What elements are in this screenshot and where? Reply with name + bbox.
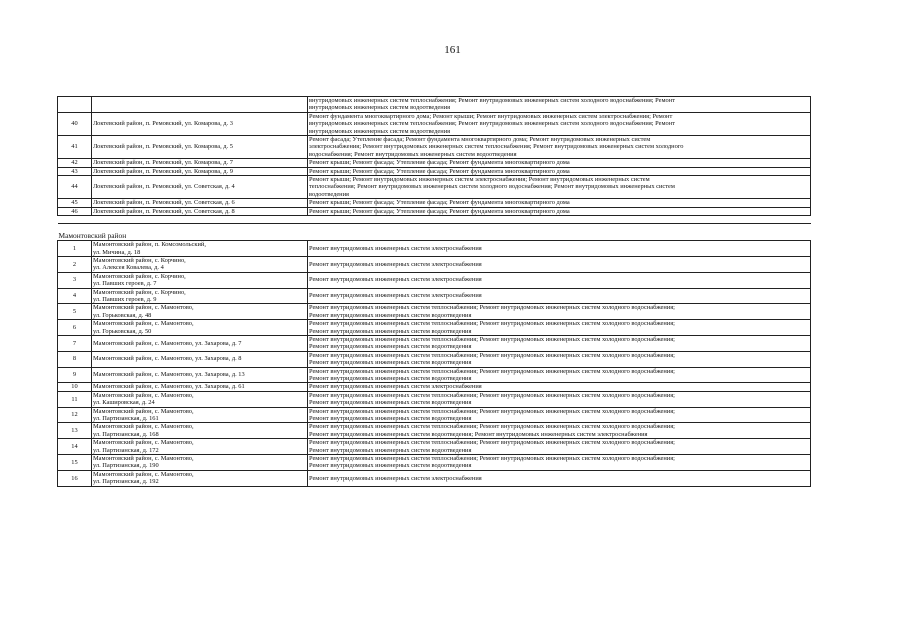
row-number: 2 (58, 256, 92, 272)
repair-works-cell (308, 407, 811, 423)
row-number: 8 (58, 351, 92, 367)
row-number: 12 (58, 407, 92, 423)
row-number: 14 (58, 439, 92, 455)
text-line: Мамонтовский район, с. Корчино, (93, 272, 186, 280)
row-number: 11 (58, 391, 92, 407)
text-line: Мамонтовский район, с. Мамонтово, (93, 407, 194, 415)
repair-works-cell (308, 367, 811, 383)
address-cell (92, 320, 308, 336)
text-line: ул. Партизанская, д. 161 (93, 415, 159, 423)
table-row (58, 272, 811, 288)
text-line: Мамонтовский район, с. Мамонтово, (93, 455, 194, 463)
row-number: 1 (58, 241, 92, 257)
row-number: 46 (58, 207, 92, 215)
table-row (58, 241, 811, 257)
text-line: ул. Мичина, д. 18 (93, 248, 141, 256)
text-line: ул. Горьковская, д. 50 (93, 327, 152, 335)
table-body-lokteva (58, 97, 811, 216)
repair-works-cell (308, 320, 811, 336)
text-line: теплоснабжения; Ремонт внутридомовых инженерных систем холодного водоснабжения; Ремонт внутридомовых инженерных систем (309, 183, 675, 191)
table-row (58, 207, 811, 215)
text-line: Мамонтовский район, с. Мамонтово, (93, 304, 194, 312)
row-number: 40 (58, 112, 92, 135)
address-cell: Локтевский район, п. Ремовский, ул. Советская, д. 8 (92, 207, 308, 215)
text-line: Ремонт внутридомовых инженерных систем водоотведения (309, 446, 472, 454)
text-line: Ремонт внутридомовых инженерных систем электроснабжения (309, 292, 482, 300)
repair-works-cell (308, 176, 811, 199)
text-line: Ремонт внутридомовых инженерных систем электроснабжения (309, 383, 482, 391)
text-line: Ремонт внутридомовых инженерных систем электроснабжения (309, 276, 482, 284)
table-row (58, 176, 811, 199)
text-line: Ремонт внутридомовых инженерных систем водоотведения (309, 399, 472, 407)
section-gap (58, 216, 811, 224)
text-line: Ремонт внутридомовых инженерных систем теплоснабжения; Ремонт внутридомовых инженерных систем холодного водоснабжения; (309, 367, 675, 375)
row-number (58, 97, 92, 113)
row-number: 9 (58, 367, 92, 383)
text-line: Ремонт крыши; Ремонт фасада; Утепление фасада; Ремонт фундамента многоквартирного дома (309, 167, 570, 175)
text-line: Мамонтовский район, с. Мамонтово, (93, 423, 194, 431)
row-number: 44 (58, 176, 92, 199)
table-row (58, 167, 811, 175)
text-line: Ремонт внутридомовых инженерных систем теплоснабжения; Ремонт внутридомовых инженерных систем холодного водоснабжения; (309, 455, 675, 463)
text-line: Ремонт внутридомовых инженерных систем водоотведения (309, 343, 472, 351)
address-cell (92, 470, 308, 486)
text-line: ул. Партизанская, д. 168 (93, 430, 159, 438)
address-cell: Локтевский район, п. Ремовский, ул. Комарова, д. 5 (92, 136, 308, 159)
table-row (58, 455, 811, 471)
text-line: Мамонтовский район, с. Мамонтово, (93, 391, 194, 399)
address-cell (92, 391, 308, 407)
table-row (58, 159, 811, 167)
text-line: Ремонт внутридомовых инженерных систем водоотведения (309, 462, 472, 470)
text-line: Ремонт фасада; Утепление фасада; Ремонт фундамента многоквартирного дома; Ремонт внутридомовых инженерных систем (309, 136, 651, 144)
row-number: 16 (58, 470, 92, 486)
text-line: Мамонтовский район, с. Мамонтово, (93, 439, 194, 447)
repair-works-cell (308, 199, 811, 207)
repair-works-cell (308, 288, 811, 304)
text-line: Ремонт внутридомовых инженерных систем электроснабжения (309, 260, 482, 268)
table-row (58, 470, 811, 486)
text-line: ул. Кашировская, д. 24 (93, 399, 155, 407)
text-line: Ремонт фундамента многоквартирного дома; Ремонт крыши; Ремонт внутридомовых инженерных систем электроснабжения; Ремонт (309, 112, 673, 120)
table-row (58, 320, 811, 336)
repair-works-cell (308, 97, 811, 113)
text-line: Мамонтовский район, с. Мамонтово, (93, 320, 194, 328)
text-line: внутридомовых инженерных систем теплоснабжения; Ремонт внутридомовых инженерных систем холодного водоснабжения; Ремонт (309, 120, 675, 128)
repair-works-cell (308, 272, 811, 288)
table-row (58, 335, 811, 351)
section-header-row (58, 224, 811, 241)
text-line: Мамонтовский район, с. Корчино, (93, 256, 186, 264)
repair-works-cell (308, 159, 811, 167)
row-number: 45 (58, 199, 92, 207)
text-line: Мамонтовский район, с. Мамонтово, ул. Захарова, д. 61 (93, 383, 245, 391)
text-line: Ремонт внутридомовых инженерных систем электроснабжения (309, 474, 482, 482)
text-line: Ремонт внутридомовых инженерных систем теплоснабжения; Ремонт внутридомовых инженерных систем холодного водоснабжения; (309, 320, 675, 328)
text-line: электроснабжения; Ремонт внутридомовых инженерных систем теплоснабжения; Ремонт внутридомовых инженерных систем холодного (309, 143, 684, 151)
address-cell: Локтевский район, п. Ремовский, ул. Советская, д. 6 (92, 199, 308, 207)
table-row (58, 97, 811, 113)
table-row (58, 383, 811, 391)
address-cell (92, 439, 308, 455)
text-line: Ремонт внутридомовых инженерных систем теплоснабжения; Ремонт внутридомовых инженерных систем холодного водоснабжения; (309, 391, 675, 399)
section-title: Мамонтовский район (58, 231, 127, 241)
text-line: Ремонт внутридомовых инженерных систем водоотведения; Ремонт внутридомовых инженерных систем электроснабжения (309, 430, 648, 438)
address-cell (92, 241, 308, 257)
text-line: ул. Горьковская, д. 48 (93, 311, 152, 319)
housing-repair-table (57, 96, 811, 487)
address-cell (92, 455, 308, 471)
text-line: ул. Партизанская, д. 190 (93, 462, 159, 470)
row-number: 41 (58, 136, 92, 159)
repair-works-cell (308, 256, 811, 272)
text-line: Ремонт крыши; Ремонт фасада; Утепление фасада; Ремонт фундамента многоквартирного дома (309, 207, 570, 215)
table-row (58, 351, 811, 367)
table-row (58, 256, 811, 272)
text-line: Ремонт внутридомовых инженерных систем теплоснабжения; Ремонт внутридомовых инженерных систем холодного водоснабжения; (309, 423, 675, 431)
text-line: Мамонтовский район, п. Комсомольский, (93, 241, 206, 249)
table-row (58, 199, 811, 207)
row-number: 6 (58, 320, 92, 336)
text-line: ул. Алексея Ковалева, д. 4 (93, 264, 164, 272)
text-line: Ремонт крыши; Ремонт фасада; Утепление фасада; Ремонт фундамента многоквартирного дома (309, 159, 570, 167)
text-line: ул. Павших героев, д. 7 (93, 280, 157, 288)
address-cell (92, 335, 308, 351)
text-line: Ремонт внутридомовых инженерных систем теплоснабжения; Ремонт внутридомовых инженерных систем холодного водоснабжения; (309, 407, 675, 415)
text-line: Мамонтовский район, с. Мамонтово, ул. Захарова, д. 13 (93, 371, 245, 379)
repair-works-cell (308, 136, 811, 159)
repair-works-cell (308, 304, 811, 320)
address-cell (92, 272, 308, 288)
address-cell: Локтевский район, п. Ремовский, ул. Советская, д. 4 (92, 176, 308, 199)
table-row (58, 136, 811, 159)
address-cell (92, 288, 308, 304)
text-line: Ремонт внутридомовых инженерных систем водоотведения (309, 327, 472, 335)
text-line: внутридомовых инженерных систем водоотведения (309, 104, 451, 112)
row-number: 7 (58, 335, 92, 351)
text-line: внутридомовых инженерных систем теплоснабжения; Ремонт внутридомовых инженерных систем холодного водоснабжения; Ремонт (309, 97, 675, 104)
text-line: Ремонт внутридомовых инженерных систем водоотведения (309, 415, 472, 423)
text-line: водоснабжения; Ремонт внутридомовых инженерных систем водоотведения (309, 150, 517, 158)
row-number: 43 (58, 167, 92, 175)
address-cell (92, 97, 308, 113)
table-row (58, 391, 811, 407)
text-line: Ремонт внутридомовых инженерных систем водоотведения (309, 311, 472, 319)
address-cell: Локтевский район, п. Ремовский, ул. Комарова, д. 3 (92, 112, 308, 135)
text-line: Мамонтовский район, с. Мамонтово, ул. Захарова, д. 8 (93, 355, 242, 363)
text-line: водоотведения (309, 190, 349, 198)
repair-works-cell (308, 241, 811, 257)
address-cell: Локтевский район, п. Ремовский, ул. Комарова, д. 7 (92, 159, 308, 167)
text-line: Ремонт внутридомовых инженерных систем водоотведения (309, 375, 472, 382)
row-number: 13 (58, 423, 92, 439)
repair-works-cell (308, 383, 811, 391)
text-line: Ремонт крыши; Ремонт внутридомовых инженерных систем электроснабжения; Ремонт внутридомовых инженерных систем (309, 176, 650, 184)
address-cell (92, 407, 308, 423)
row-number: 15 (58, 455, 92, 471)
repair-works-cell (308, 207, 811, 215)
text-line: Ремонт внутридомовых инженерных систем водоотведения (309, 359, 472, 367)
table-row (58, 112, 811, 135)
text-line: внутридомовых инженерных систем водоотведения (309, 127, 451, 135)
text-line: Мамонтовский район, с. Мамонтово, (93, 470, 194, 478)
row-number: 42 (58, 159, 92, 167)
text-line: ул. Партизанская, д. 192 (93, 478, 159, 486)
row-number: 3 (58, 272, 92, 288)
table-row (58, 304, 811, 320)
address-cell (92, 304, 308, 320)
page-number: 161 (444, 44, 461, 56)
repair-works-cell (308, 391, 811, 407)
repair-works-cell (308, 351, 811, 367)
table-body-mamontovsky (58, 241, 811, 487)
address-cell (92, 423, 308, 439)
row-number: 5 (58, 304, 92, 320)
row-number: 10 (58, 383, 92, 391)
text-line: Мамонтовский район, с. Корчино, (93, 288, 186, 296)
address-cell (92, 351, 308, 367)
address-cell (92, 383, 308, 391)
repair-works-cell (308, 112, 811, 135)
address-cell (92, 256, 308, 272)
table-row (58, 423, 811, 439)
repair-works-cell (308, 335, 811, 351)
section-header-group (58, 216, 811, 241)
text-line: Ремонт внутридомовых инженерных систем теплоснабжения; Ремонт внутридомовых инженерных систем холодного водоснабжения; (309, 304, 675, 312)
table-row (58, 367, 811, 383)
repair-works-cell (308, 439, 811, 455)
text-line: Ремонт внутридомовых инженерных систем теплоснабжения; Ремонт внутридомовых инженерных систем холодного водоснабжения; (309, 335, 675, 343)
text-line: Ремонт крыши; Ремонт фасада; Утепление фасада; Ремонт фундамента многоквартирного дома (309, 199, 570, 207)
repair-works-cell (308, 470, 811, 486)
text-line: ул. Партизанская, д. 172 (93, 446, 159, 454)
table-row (58, 288, 811, 304)
text-line: ул. Павших героев, д. 9 (93, 295, 157, 303)
table-row (58, 439, 811, 455)
text-line: Мамонтовский район, с. Мамонтово, ул. Захарова, д. 7 (93, 339, 242, 347)
row-number: 4 (58, 288, 92, 304)
text-line: Ремонт внутридомовых инженерных систем теплоснабжения; Ремонт внутридомовых инженерных систем холодного водоснабжения; (309, 439, 675, 447)
text-line: Ремонт внутридомовых инженерных систем электроснабжения (309, 244, 482, 252)
address-cell: Локтевский район, п. Ремовский, ул. Комарова, д. 9 (92, 167, 308, 175)
repair-works-cell (308, 423, 811, 439)
text-line: Ремонт внутридомовых инженерных систем теплоснабжения; Ремонт внутридомовых инженерных систем холодного водоснабжения; (309, 351, 675, 359)
table-row (58, 407, 811, 423)
address-cell (92, 367, 308, 383)
repair-works-cell (308, 167, 811, 175)
repair-works-cell (308, 455, 811, 471)
